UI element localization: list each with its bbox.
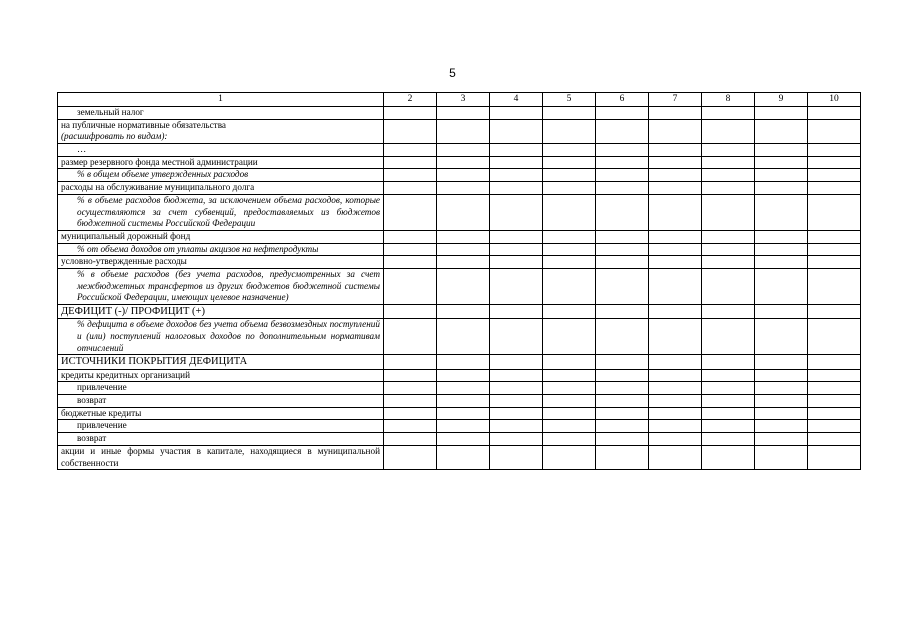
- value-cell[interactable]: [596, 355, 649, 369]
- value-cell[interactable]: [702, 433, 755, 446]
- value-cell[interactable]: [543, 107, 596, 120]
- budget-table: [57, 92, 861, 470]
- value-cell[interactable]: [808, 319, 861, 355]
- value-cell[interactable]: [543, 194, 596, 230]
- table-row: [58, 355, 861, 369]
- row-label-text: привлечение: [77, 420, 127, 431]
- row-label: [58, 445, 384, 469]
- table-row: [58, 420, 861, 433]
- value-cell[interactable]: [490, 144, 543, 157]
- value-cell[interactable]: [596, 230, 649, 243]
- table-row: [58, 268, 861, 304]
- value-cell[interactable]: [490, 268, 543, 304]
- value-cell[interactable]: [384, 194, 437, 230]
- value-cell[interactable]: [543, 382, 596, 395]
- column-header: 8: [702, 93, 755, 107]
- value-cell[interactable]: [437, 169, 490, 182]
- value-cell[interactable]: [702, 256, 755, 269]
- value-cell[interactable]: [384, 243, 437, 256]
- value-cell[interactable]: [808, 420, 861, 433]
- table-row: [58, 369, 861, 382]
- value-cell[interactable]: [808, 169, 861, 182]
- value-cell[interactable]: [437, 395, 490, 408]
- table-row: [58, 107, 861, 120]
- value-cell[interactable]: [384, 395, 437, 408]
- value-cell[interactable]: [543, 144, 596, 157]
- value-cell[interactable]: [437, 319, 490, 355]
- value-cell[interactable]: [596, 395, 649, 408]
- value-cell[interactable]: [384, 445, 437, 469]
- value-cell[interactable]: [808, 355, 861, 369]
- value-cell[interactable]: [543, 182, 596, 195]
- value-cell[interactable]: [437, 268, 490, 304]
- row-label: [58, 407, 384, 420]
- value-cell[interactable]: [543, 369, 596, 382]
- value-cell[interactable]: [755, 107, 808, 120]
- value-cell[interactable]: [755, 355, 808, 369]
- value-cell[interactable]: [649, 355, 702, 369]
- table-row: [58, 407, 861, 420]
- row-label-text: % дефицита в объеме доходов без учета объема безвозмездных поступлений и (или) поступлений налоговых доходов по дополнительным нормативам отчислений: [77, 319, 380, 353]
- row-label: [58, 156, 384, 169]
- row-label: [58, 194, 384, 230]
- value-cell[interactable]: [437, 433, 490, 446]
- value-cell[interactable]: [596, 305, 649, 319]
- value-cell[interactable]: [437, 144, 490, 157]
- value-cell[interactable]: [384, 182, 437, 195]
- value-cell[interactable]: [543, 395, 596, 408]
- value-cell[interactable]: [596, 156, 649, 169]
- table-row: [58, 119, 861, 143]
- table-row: [58, 169, 861, 182]
- value-cell[interactable]: [755, 256, 808, 269]
- row-label-text: ДЕФИЦИТ (-)/ ПРОФИЦИТ (+): [61, 306, 205, 317]
- value-cell[interactable]: [755, 169, 808, 182]
- row-label-text: кредиты кредитных организаций: [61, 369, 191, 380]
- value-cell[interactable]: [755, 305, 808, 319]
- row-label: [58, 230, 384, 243]
- row-label: [58, 256, 384, 269]
- value-cell[interactable]: [437, 369, 490, 382]
- value-cell[interactable]: [702, 194, 755, 230]
- value-cell[interactable]: [437, 119, 490, 143]
- value-cell[interactable]: [702, 156, 755, 169]
- table-row: [58, 156, 861, 169]
- value-cell[interactable]: [543, 445, 596, 469]
- value-cell[interactable]: [649, 194, 702, 230]
- value-cell[interactable]: [702, 395, 755, 408]
- value-cell[interactable]: [490, 230, 543, 243]
- row-label: [58, 382, 384, 395]
- value-cell[interactable]: [543, 420, 596, 433]
- value-cell[interactable]: [702, 420, 755, 433]
- row-label: [58, 369, 384, 382]
- value-cell[interactable]: [596, 382, 649, 395]
- column-header: 1: [58, 93, 384, 107]
- value-cell[interactable]: [755, 382, 808, 395]
- row-label-text: % в объеме расходов (без учета расходов, предусмотренных за счет межбюджетных трансфертов из других бюджетов бюджетной системы Российской Федерации, имеющих целевое назначение): [77, 268, 380, 303]
- value-cell[interactable]: [755, 230, 808, 243]
- row-label: [58, 305, 384, 319]
- row-label-text: % в объеме расходов бюджета, за исключением объема расходов, которые осуществляются за счет субвенций, предоставляемых из бюджетов бюджетной системы Российской Федерации: [77, 194, 380, 229]
- value-cell[interactable]: [596, 194, 649, 230]
- value-cell[interactable]: [702, 243, 755, 256]
- value-cell[interactable]: [490, 407, 543, 420]
- value-cell[interactable]: [755, 395, 808, 408]
- row-label: [58, 268, 384, 304]
- table-row: [58, 305, 861, 319]
- value-cell[interactable]: [808, 194, 861, 230]
- value-cell[interactable]: [702, 169, 755, 182]
- value-cell[interactable]: [808, 382, 861, 395]
- value-cell[interactable]: [596, 319, 649, 355]
- value-cell[interactable]: [808, 230, 861, 243]
- value-cell[interactable]: [702, 382, 755, 395]
- value-cell[interactable]: [649, 305, 702, 319]
- value-cell[interactable]: [649, 433, 702, 446]
- row-label: [58, 182, 384, 195]
- value-cell[interactable]: [490, 420, 543, 433]
- value-cell[interactable]: [543, 268, 596, 304]
- row-label: [58, 420, 384, 433]
- value-cell[interactable]: [702, 182, 755, 195]
- value-cell[interactable]: [490, 156, 543, 169]
- value-cell[interactable]: [543, 319, 596, 355]
- row-label: [58, 144, 384, 157]
- value-cell[interactable]: [702, 268, 755, 304]
- value-cell[interactable]: [649, 107, 702, 120]
- value-cell[interactable]: [543, 230, 596, 243]
- table-row: [58, 256, 861, 269]
- value-cell[interactable]: [596, 268, 649, 304]
- value-cell[interactable]: [596, 407, 649, 420]
- value-cell[interactable]: [384, 268, 437, 304]
- value-cell[interactable]: [702, 107, 755, 120]
- row-label: [58, 433, 384, 446]
- value-cell[interactable]: [490, 243, 543, 256]
- row-label: [58, 243, 384, 256]
- row-label-text: % от объема доходов от уплаты акцизов на нефтепродукты: [77, 243, 319, 254]
- row-label-text: % в общем объеме утвержденных расходов: [77, 169, 249, 180]
- value-cell[interactable]: [596, 420, 649, 433]
- value-cell[interactable]: [755, 156, 808, 169]
- table-row: [58, 382, 861, 395]
- value-cell[interactable]: [543, 407, 596, 420]
- row-label-text: возврат: [77, 395, 107, 406]
- value-cell[interactable]: [755, 420, 808, 433]
- value-cell[interactable]: [702, 230, 755, 243]
- row-label-text: земельный налог: [77, 107, 144, 117]
- value-cell[interactable]: [808, 433, 861, 446]
- value-cell[interactable]: [702, 305, 755, 319]
- value-cell[interactable]: [384, 144, 437, 157]
- value-cell[interactable]: [808, 407, 861, 420]
- value-cell[interactable]: [755, 407, 808, 420]
- row-label-text: размер резервного фонда местной администрации: [61, 156, 258, 167]
- value-cell[interactable]: [649, 319, 702, 355]
- column-header: 9: [755, 93, 808, 107]
- value-cell[interactable]: [490, 107, 543, 120]
- value-cell[interactable]: [808, 182, 861, 195]
- value-cell[interactable]: [755, 445, 808, 469]
- value-cell[interactable]: [543, 305, 596, 319]
- value-cell[interactable]: [755, 319, 808, 355]
- value-cell[interactable]: [649, 256, 702, 269]
- row-label-text: расходы на обслуживание муниципального долга: [61, 182, 255, 193]
- value-cell[interactable]: [543, 169, 596, 182]
- row-label: [58, 169, 384, 182]
- value-cell[interactable]: [437, 420, 490, 433]
- column-header: 2: [384, 93, 437, 107]
- table-row: [58, 182, 861, 195]
- value-cell[interactable]: [649, 445, 702, 469]
- value-cell[interactable]: [437, 156, 490, 169]
- value-cell[interactable]: [384, 156, 437, 169]
- page-number: 5: [449, 66, 456, 80]
- value-cell[interactable]: [649, 395, 702, 408]
- value-cell[interactable]: [437, 382, 490, 395]
- value-cell[interactable]: [543, 119, 596, 143]
- row-label: [58, 119, 384, 143]
- value-cell[interactable]: [649, 420, 702, 433]
- value-cell[interactable]: [808, 107, 861, 120]
- value-cell[interactable]: [596, 182, 649, 195]
- value-cell[interactable]: [702, 407, 755, 420]
- value-cell[interactable]: [543, 433, 596, 446]
- value-cell[interactable]: [490, 119, 543, 143]
- value-cell[interactable]: [437, 407, 490, 420]
- value-cell[interactable]: [702, 369, 755, 382]
- value-cell[interactable]: [808, 268, 861, 304]
- value-cell[interactable]: [755, 369, 808, 382]
- row-label: [58, 319, 384, 355]
- value-cell[interactable]: [490, 256, 543, 269]
- value-cell[interactable]: [490, 169, 543, 182]
- value-cell[interactable]: [437, 194, 490, 230]
- value-cell[interactable]: [649, 382, 702, 395]
- value-cell[interactable]: [437, 305, 490, 319]
- value-cell[interactable]: [808, 395, 861, 408]
- value-cell[interactable]: [755, 243, 808, 256]
- value-cell[interactable]: [649, 230, 702, 243]
- value-cell[interactable]: [490, 369, 543, 382]
- value-cell[interactable]: [384, 107, 437, 120]
- value-cell[interactable]: [649, 369, 702, 382]
- value-cell[interactable]: [808, 119, 861, 143]
- value-cell[interactable]: [755, 194, 808, 230]
- value-cell[interactable]: [490, 305, 543, 319]
- value-cell[interactable]: [596, 369, 649, 382]
- table-row: [58, 230, 861, 243]
- value-cell[interactable]: [384, 169, 437, 182]
- value-cell[interactable]: [437, 230, 490, 243]
- column-header: 6: [596, 93, 649, 107]
- value-cell[interactable]: [437, 256, 490, 269]
- value-cell[interactable]: [649, 144, 702, 157]
- value-cell[interactable]: [437, 445, 490, 469]
- value-cell[interactable]: [490, 182, 543, 195]
- value-cell[interactable]: [384, 355, 437, 369]
- table-row: [58, 243, 861, 256]
- value-cell[interactable]: [596, 169, 649, 182]
- value-cell[interactable]: [596, 144, 649, 157]
- row-label: [58, 355, 384, 369]
- value-cell[interactable]: [384, 256, 437, 269]
- value-cell[interactable]: [490, 382, 543, 395]
- value-cell[interactable]: [384, 119, 437, 143]
- value-cell[interactable]: [384, 230, 437, 243]
- value-cell[interactable]: [490, 194, 543, 230]
- row-label-text: привлечение: [77, 382, 127, 393]
- value-cell[interactable]: [649, 268, 702, 304]
- column-header: 10: [808, 93, 861, 107]
- column-header: 4: [490, 93, 543, 107]
- row-label-text: условно-утвержденные расходы: [61, 256, 187, 267]
- value-cell[interactable]: [755, 268, 808, 304]
- value-cell[interactable]: [384, 433, 437, 446]
- value-cell[interactable]: [808, 369, 861, 382]
- value-cell[interactable]: [596, 243, 649, 256]
- value-cell[interactable]: [490, 433, 543, 446]
- value-cell[interactable]: [596, 445, 649, 469]
- value-cell[interactable]: [808, 445, 861, 469]
- value-cell[interactable]: [543, 256, 596, 269]
- value-cell[interactable]: [755, 119, 808, 143]
- row-label-text: муниципальный дорожный фонд: [61, 230, 191, 241]
- value-cell[interactable]: [490, 395, 543, 408]
- value-cell[interactable]: [649, 169, 702, 182]
- table-row: [58, 445, 861, 469]
- value-cell[interactable]: [755, 182, 808, 195]
- value-cell[interactable]: [384, 420, 437, 433]
- value-cell[interactable]: [808, 256, 861, 269]
- value-cell[interactable]: [384, 382, 437, 395]
- value-cell[interactable]: [384, 369, 437, 382]
- value-cell[interactable]: [437, 355, 490, 369]
- row-label-text: на публичные нормативные обязательства: [61, 119, 226, 130]
- value-cell[interactable]: [384, 407, 437, 420]
- value-cell[interactable]: [384, 319, 437, 355]
- column-header: 7: [649, 93, 702, 107]
- row-label: [58, 107, 384, 120]
- value-cell[interactable]: [702, 119, 755, 143]
- column-header: 3: [437, 93, 490, 107]
- value-cell[interactable]: [596, 256, 649, 269]
- table-row: [58, 144, 861, 157]
- row-label-text: …: [77, 144, 87, 155]
- table-row: [58, 319, 861, 355]
- row-label-text: ИСТОЧНИКИ ПОКРЫТИЯ ДЕФИЦИТА: [61, 356, 248, 368]
- value-cell[interactable]: [543, 156, 596, 169]
- row-label-text: возврат: [77, 433, 107, 444]
- value-cell[interactable]: [808, 156, 861, 169]
- value-cell[interactable]: [596, 119, 649, 143]
- value-cell[interactable]: [437, 182, 490, 195]
- column-header: 5: [543, 93, 596, 107]
- value-cell[interactable]: [437, 107, 490, 120]
- value-cell[interactable]: [702, 319, 755, 355]
- table-row: [58, 194, 861, 230]
- value-cell[interactable]: [649, 119, 702, 143]
- row-label-hint: (расшифровать по видам):: [61, 131, 168, 142]
- value-cell[interactable]: [543, 243, 596, 256]
- value-cell[interactable]: [596, 433, 649, 446]
- value-cell[interactable]: [384, 305, 437, 319]
- value-cell[interactable]: [649, 243, 702, 256]
- value-cell[interactable]: [808, 305, 861, 319]
- value-cell[interactable]: [755, 144, 808, 157]
- value-cell[interactable]: [702, 445, 755, 469]
- row-label-text: акции и иные формы участия в капитале, находящиеся в муниципальной собственности: [61, 445, 380, 468]
- table-row: [58, 395, 861, 408]
- value-cell[interactable]: [490, 319, 543, 355]
- value-cell[interactable]: [702, 355, 755, 369]
- header-row: [58, 93, 861, 107]
- table-body: [58, 107, 861, 470]
- row-label-text: бюджетные кредиты: [61, 407, 142, 418]
- value-cell[interactable]: [649, 407, 702, 420]
- value-cell[interactable]: [649, 182, 702, 195]
- value-cell[interactable]: [490, 355, 543, 369]
- value-cell[interactable]: [649, 156, 702, 169]
- value-cell[interactable]: [490, 445, 543, 469]
- value-cell[interactable]: [437, 243, 490, 256]
- value-cell[interactable]: [755, 433, 808, 446]
- table-row: [58, 433, 861, 446]
- value-cell[interactable]: [543, 355, 596, 369]
- value-cell[interactable]: [808, 243, 861, 256]
- row-label: [58, 395, 384, 408]
- value-cell[interactable]: [702, 144, 755, 157]
- value-cell[interactable]: [808, 144, 861, 157]
- value-cell[interactable]: [596, 107, 649, 120]
